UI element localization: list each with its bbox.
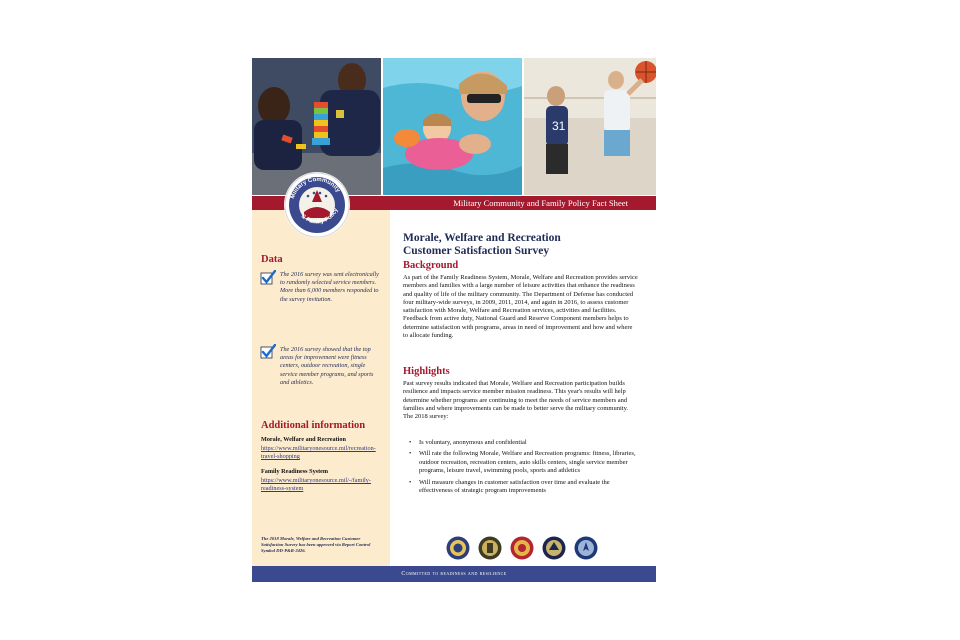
title-line-2: Customer Satisfaction Survey — [403, 244, 550, 257]
title-line-1: Morale, Welfare and Recreation — [403, 232, 561, 244]
data-point-2: The 2016 survey showed that the top areas for improvement were fitness centers, outdoor recreation, single service member programs, and sports and athletics. — [280, 346, 374, 386]
frs-link[interactable]: https://www.militaryonesource.mil/-/family-readiness-system — [261, 477, 371, 492]
fact-sheet-page — [252, 58, 656, 582]
svg-text:& Family Policy: & Family Policy — [299, 207, 340, 226]
army-seal-icon — [478, 536, 502, 560]
mwr-link[interactable]: https://www.militaryonesource.mil/recreation-travel-shopping — [261, 445, 376, 460]
survey-bullets — [403, 439, 639, 498]
page-title — [403, 232, 643, 257]
fact-sheet-banner: Military Community and Family Policy Fact Sheet — [252, 196, 656, 210]
marine-corps-seal-icon — [510, 536, 534, 560]
list-item: • Will rate the following Morale, Welfare and Recreation programs: fitness, libraries, outdoor recreation, recreation centers, auto skills centers, single service member programs, leisure travel, swimming pools, sports and athletics — [403, 450, 639, 475]
dod-seal-icon — [446, 536, 470, 560]
photo-pool-swimming — [383, 58, 522, 195]
svg-text:Military Community: Military Community — [289, 176, 341, 200]
navy-seal-icon — [542, 536, 566, 560]
background-heading: Background — [403, 260, 459, 271]
svg-text:31: 31 — [552, 119, 566, 133]
mcfp-logo — [284, 172, 350, 238]
list-item: • Will measure changes in customer satisfaction over time and evaluate the effectiveness of strategic program improvements — [403, 479, 639, 496]
air-force-seal-icon — [574, 536, 598, 560]
checkmark-icon — [260, 270, 276, 286]
list-item: • Is voluntary, anonymous and confidential — [403, 439, 639, 447]
sidebar — [252, 210, 390, 566]
mwr-link-title: Morale, Welfare and Recreation — [261, 436, 346, 443]
additional-info-heading: Additional information — [261, 420, 366, 431]
photo-basketball — [524, 58, 656, 195]
highlights-paragraph: Past survey results indicated that Morale, Welfare and Recreation participation builds resilience and impacts service member mission readiness. This year's results will help determine whether programs are continuing to meet the needs of service members and families and where improvements can be made to better serve the military community. The 2018 survey: — [403, 380, 629, 421]
data-point-1: The 2016 survey was sent electronically to randomly selected service members. More than 6,000 members responded to the survey invitation. — [280, 271, 379, 303]
data-heading: Data — [261, 254, 283, 265]
approval-note: The 2018 Morale, Welfare and Recreation Customer Satisfaction Survey has been approved via Report Control Symbol DD-P&R-2426. — [261, 536, 371, 554]
frs-link-title: Family Readiness System — [261, 468, 329, 475]
background-paragraph: As part of the Family Readiness System, Morale, Welfare and Recreation provides service members and families with a large number of leisure activities that enhance the readiness and quality of life of the military community. The Department of Defense has conducted four military-wide surveys, in 2009, 2011, 2014, and again in 2016, to assess customer satisfaction with Morale, Welfare and Recreation services, activities and facilities. Feedback from active duty, National Guard and Reserve Component members helps to determine satisfaction with programs, areas in need of improvement and how and where to allocate funding. — [403, 274, 638, 340]
footer-tagline: Committed to readiness and resilience — [252, 566, 656, 582]
checkmark-icon — [260, 344, 276, 360]
highlights-heading: Highlights — [403, 366, 450, 377]
